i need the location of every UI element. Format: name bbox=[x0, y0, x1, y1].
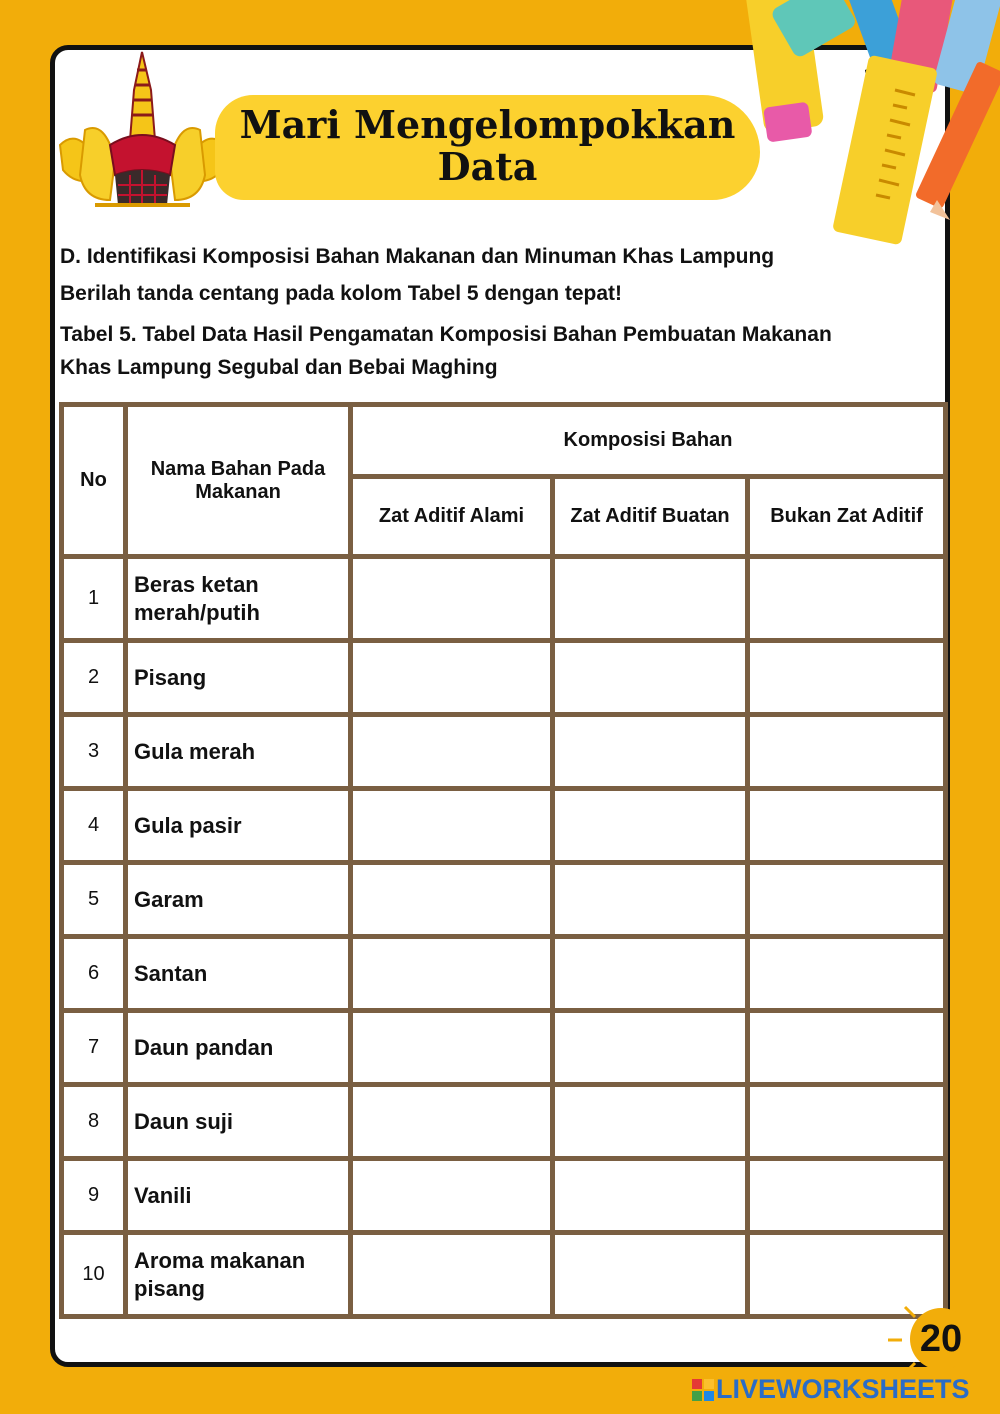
header-not-additive: Bukan Zat Aditif bbox=[748, 477, 946, 557]
checkbox-cell-natural[interactable] bbox=[351, 863, 553, 937]
header-no: No bbox=[62, 405, 126, 557]
ingredient-name: Gula pasir bbox=[126, 789, 351, 863]
ingredient-name: Daun pandan bbox=[126, 1011, 351, 1085]
checkbox-cell-not-additive[interactable] bbox=[748, 863, 946, 937]
ingredient-name: Beras ketan merah/putih bbox=[126, 557, 351, 641]
observation-table bbox=[59, 402, 948, 1319]
header-composition: Komposisi Bahan bbox=[351, 405, 946, 477]
checkbox-cell-natural[interactable] bbox=[351, 789, 553, 863]
table-row bbox=[62, 1159, 946, 1233]
checkbox-cell-natural[interactable] bbox=[351, 715, 553, 789]
ingredient-name: Santan bbox=[126, 937, 351, 1011]
checkbox-cell-not-additive[interactable] bbox=[748, 789, 946, 863]
checkbox-cell-natural[interactable] bbox=[351, 641, 553, 715]
header-ingredient-name: Nama Bahan Pada Makanan bbox=[126, 405, 351, 557]
siger-crown-icon bbox=[55, 50, 230, 215]
table-caption-line2: Khas Lampung Segubal dan Bebai Maghing bbox=[60, 356, 498, 379]
checkbox-cell-artificial[interactable] bbox=[553, 1159, 748, 1233]
table-row bbox=[62, 641, 946, 715]
table-row bbox=[62, 715, 946, 789]
checkbox-cell-not-additive[interactable] bbox=[748, 937, 946, 1011]
row-number: 3 bbox=[62, 715, 126, 789]
liveworksheets-brand[interactable]: LIVEWORKSHEETS bbox=[716, 1374, 970, 1404]
ingredient-name: Daun suji bbox=[126, 1085, 351, 1159]
checkbox-cell-artificial[interactable] bbox=[553, 937, 748, 1011]
header-natural-additive: Zat Aditif Alami bbox=[351, 477, 553, 557]
header-artificial-additive: Zat Aditif Buatan bbox=[553, 477, 748, 557]
row-number: 6 bbox=[62, 937, 126, 1011]
row-number: 7 bbox=[62, 1011, 126, 1085]
table-row bbox=[62, 789, 946, 863]
checkbox-cell-not-additive[interactable] bbox=[748, 1011, 946, 1085]
checkbox-cell-natural[interactable] bbox=[351, 937, 553, 1011]
checkbox-cell-not-additive[interactable] bbox=[748, 557, 946, 641]
ingredient-name: Garam bbox=[126, 863, 351, 937]
row-number: 10 bbox=[62, 1233, 126, 1317]
checkbox-cell-artificial[interactable] bbox=[553, 1011, 748, 1085]
checkbox-cell-natural[interactable] bbox=[351, 1085, 553, 1159]
table-row bbox=[62, 1233, 946, 1317]
table-row bbox=[62, 863, 946, 937]
checkbox-cell-not-additive[interactable] bbox=[748, 1159, 946, 1233]
row-number: 1 bbox=[62, 557, 126, 641]
checkbox-cell-artificial[interactable] bbox=[553, 641, 748, 715]
checkbox-cell-natural[interactable] bbox=[351, 1011, 553, 1085]
table-row bbox=[62, 1011, 946, 1085]
row-number: 2 bbox=[62, 641, 126, 715]
page-title bbox=[215, 104, 760, 188]
checkbox-cell-not-additive[interactable] bbox=[748, 715, 946, 789]
checkbox-cell-not-additive[interactable] bbox=[748, 641, 946, 715]
table-row bbox=[62, 1085, 946, 1159]
task-instruction: Berilah tanda centang pada kolom Tabel 5 dengan tepat! bbox=[60, 282, 623, 305]
ingredient-name: Aroma makanan pisang bbox=[126, 1233, 351, 1317]
row-number: 5 bbox=[62, 863, 126, 937]
ingredient-name: Pisang bbox=[126, 641, 351, 715]
ingredient-name: Gula merah bbox=[126, 715, 351, 789]
checkbox-cell-natural[interactable] bbox=[351, 1233, 553, 1317]
checkbox-cell-artificial[interactable] bbox=[553, 863, 748, 937]
checkbox-cell-artificial[interactable] bbox=[553, 715, 748, 789]
liveworksheets-logo-icon bbox=[692, 1379, 714, 1401]
checkbox-cell-artificial[interactable] bbox=[553, 1233, 748, 1317]
ingredient-name: Vanili bbox=[126, 1159, 351, 1233]
checkbox-cell-artificial[interactable] bbox=[553, 557, 748, 641]
table-row bbox=[62, 557, 946, 641]
row-number: 4 bbox=[62, 789, 126, 863]
checkbox-cell-artificial[interactable] bbox=[553, 789, 748, 863]
row-number: 8 bbox=[62, 1085, 126, 1159]
row-number: 9 bbox=[62, 1159, 126, 1233]
stationery-decoration-icon bbox=[745, 0, 1000, 250]
checkbox-cell-not-additive[interactable] bbox=[748, 1085, 946, 1159]
table-caption-line1: Tabel 5. Tabel Data Hasil Pengamatan Komposisi Bahan Pembuatan Makanan bbox=[60, 323, 832, 346]
page-title-line2: Data bbox=[437, 144, 538, 189]
table-row bbox=[62, 937, 946, 1011]
section-heading: D. Identifikasi Komposisi Bahan Makanan dan Minuman Khas Lampung bbox=[60, 245, 775, 268]
page-title-line1: Mari Mengelompokkan bbox=[239, 102, 736, 147]
checkbox-cell-artificial[interactable] bbox=[553, 1085, 748, 1159]
checkbox-cell-natural[interactable] bbox=[351, 1159, 553, 1233]
checkbox-cell-natural[interactable] bbox=[351, 557, 553, 641]
page-number: 20 bbox=[910, 1308, 972, 1370]
